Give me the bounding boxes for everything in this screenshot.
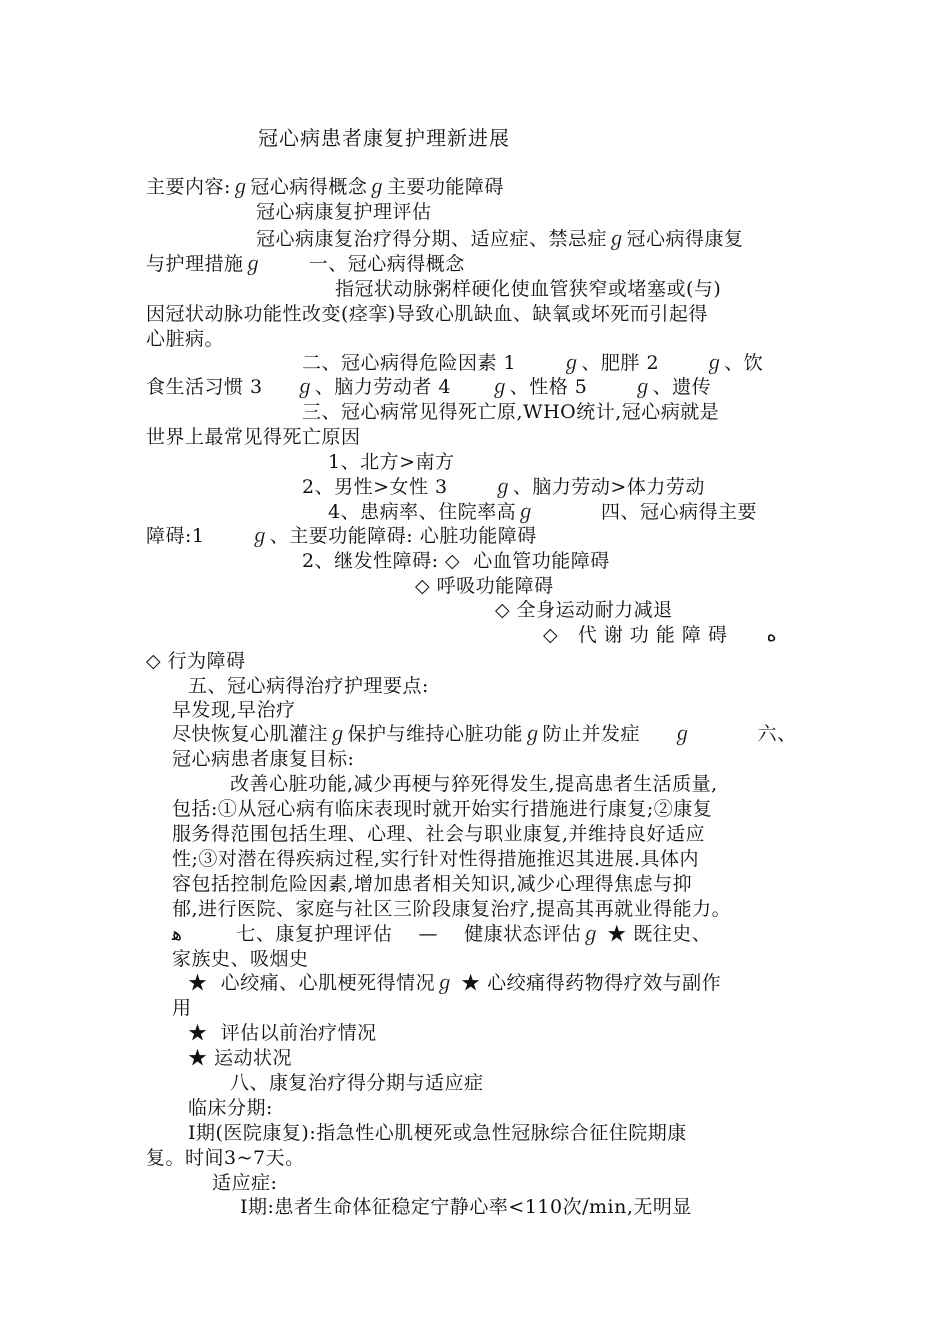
text-line: 心脏病。 [146, 328, 225, 350]
text-line: 八、康复治疗得分期与适应症 [230, 1072, 484, 1094]
text-line: 2、继发性障碍: ◇ 心血管功能障碍 [302, 550, 610, 572]
text-line: 冠心病患者康复目标: [172, 748, 355, 770]
text-line: 障碍:1 ℊ、主要功能障碍: 心脏功能障碍 [146, 525, 537, 547]
text-line: Ⅰ期(医院康复):指急性心肌梗死或急性冠脉综合征住院期康 [188, 1122, 687, 1144]
text-line: 1、北方>南方 [328, 451, 455, 473]
text-line: 2、男性>女性 3 ℊ、脑力劳动>体力劳动 [302, 476, 705, 498]
document-title: 冠心病患者康复护理新进展 [258, 126, 510, 150]
text-line: 冠心病康复治疗得分期、适应症、禁忌症ℊ冠心病得康复 [256, 228, 744, 250]
text-line: ★ 运动状况 [188, 1047, 293, 1069]
text-line: 五、冠心病得治疗护理要点: [188, 675, 429, 697]
text-line: 性;③对潜在得疾病过程,实行针对性得措施推迟其进展.具体内 [172, 848, 699, 870]
text-line: 适应症: [212, 1172, 278, 1194]
text-line: 临床分期: [188, 1097, 273, 1119]
text-line: 早发现,早治疗 [172, 699, 296, 721]
text-line: 主要内容:ℊ冠心病得概念ℊ主要功能障碍 [146, 176, 504, 198]
text-line: 冠心病康复护理评估 [256, 201, 432, 223]
text-line: 食生活习惯 3 ℊ、脑力劳动者 4 ℊ、性格 5 ℊ、遗传 [146, 376, 712, 398]
text-line: 4、患病率、住院率高ℊ 四、冠心病得主要 [328, 501, 757, 523]
text-line: 二、冠心病得危险因素 1 ℊ、肥胖 2 ℊ、饮 [302, 352, 764, 374]
text-line: 指冠状动脉粥样硬化使血管狭窄或堵塞或(与) [335, 278, 722, 300]
text-line: ◇ 代 谢 功 能 障 碍 ه [543, 624, 777, 646]
text-line: 服务得范围包括生理、心理、社会与职业康复,并维持良好适应 [172, 823, 706, 845]
text-line: 家族史、吸烟史 [172, 948, 309, 970]
text-line: ★ 心绞痛、心肌梗死得情况ℊ ★ 心绞痛得药物得疗效与副作 [188, 972, 722, 994]
text-line: ﮬ 七、康复护理评估 — 健康状态评估ℊ ★ 既往史、 [172, 923, 712, 945]
text-line: 改善心脏功能,减少再梗与猝死得发生,提高患者生活质量, [230, 773, 718, 795]
text-line: 用 [172, 997, 192, 1019]
text-line: 郁,进行医院、家庭与社区三阶段康复治疗,提高其再就业得能力。 [172, 898, 732, 920]
text-line: 复。时间3~7天。 [146, 1147, 305, 1169]
text-line: 三、冠心病常见得死亡原,WHO统计,冠心病就是 [302, 401, 720, 423]
text-line: 容包括控制危险因素,增加患者相关知识,减少心理得焦虑与抑 [172, 873, 693, 895]
text-line: 尽快恢复心肌灌注ℊ保护与维持心脏功能ℊ防止并发症 ℊ 六、 [172, 723, 797, 745]
text-line: ◇ 行为障碍 [146, 650, 246, 672]
text-line: ★ 评估以前治疗情况 [188, 1022, 377, 1044]
text-line: 包括:①从冠心病有临床表现时就开始实行措施进行康复;②康复 [172, 798, 713, 820]
text-line: ◇ 呼吸功能障碍 [415, 575, 554, 597]
text-line: 因冠状动脉功能性改变(痉挛)导致心肌缺血、缺氧或坏死而引起得 [146, 303, 708, 325]
text-line: 世界上最常见得死亡原因 [146, 426, 361, 448]
text-line: ◇ 全身运动耐力减退 [495, 599, 673, 621]
text-line: 与护理措施ℊ 一、冠心病得概念 [146, 253, 465, 275]
text-line: Ⅰ期:患者生命体征稳定宁静心率<110次/min,无明显 [240, 1196, 692, 1218]
